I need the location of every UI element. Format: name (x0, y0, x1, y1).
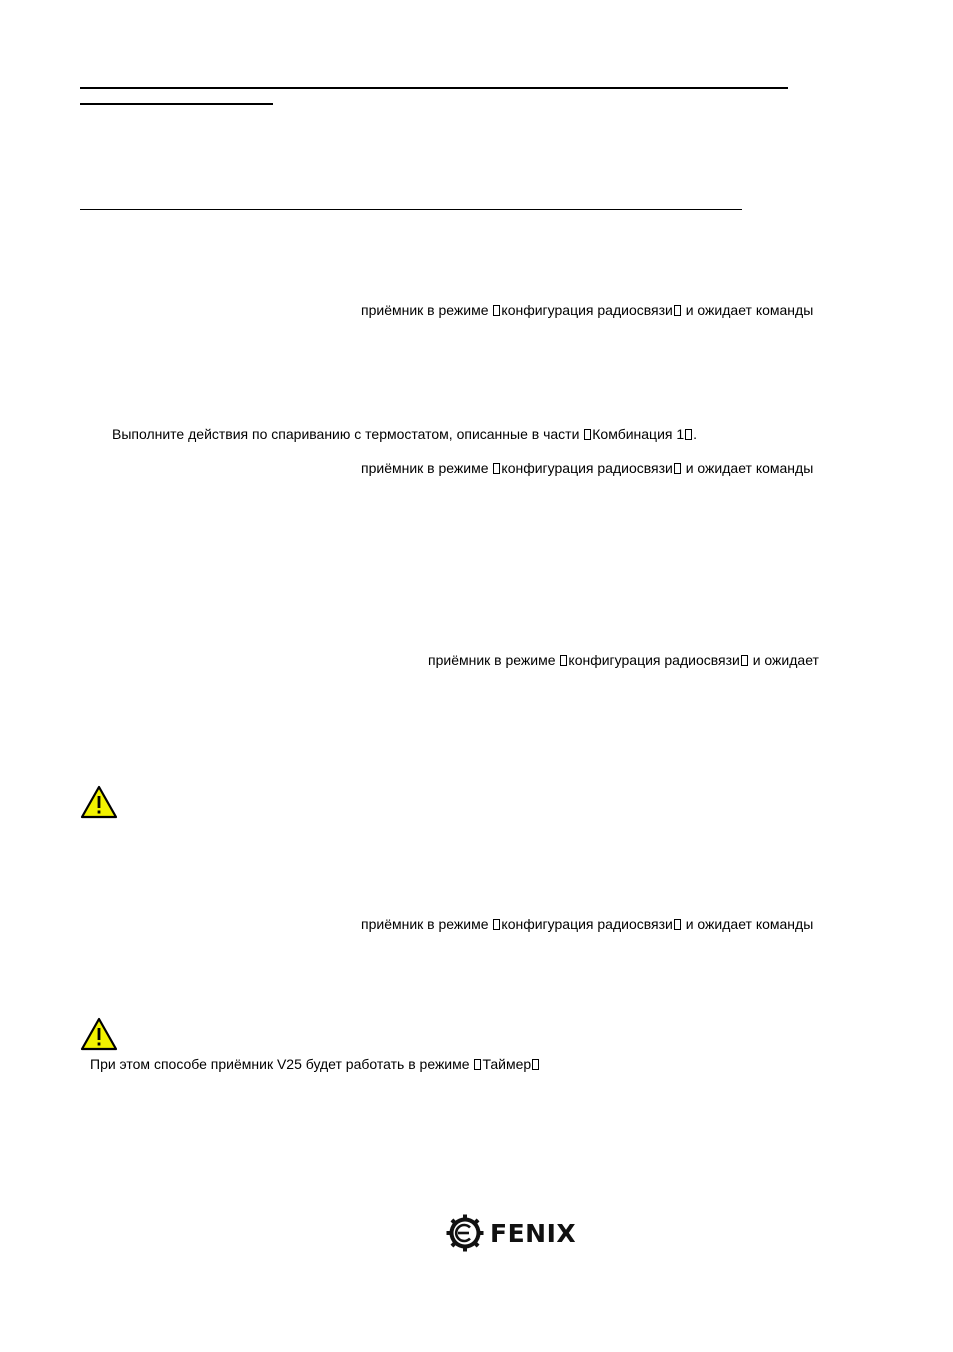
header-rule-long (80, 87, 788, 89)
missing-glyph (493, 463, 500, 474)
text-line-5 (361, 916, 813, 932)
text-line-1 (361, 302, 813, 318)
header-rule-short (80, 103, 273, 105)
text-line-2-quoted: Комбинация 1 (592, 426, 685, 442)
text-line-1-main: приёмник в режиме (361, 302, 493, 318)
missing-glyph (584, 429, 591, 440)
text-line-3 (361, 460, 813, 476)
missing-glyph (474, 1059, 481, 1070)
missing-glyph (685, 429, 692, 440)
missing-glyph (493, 919, 500, 930)
fenix-logo (446, 1214, 576, 1252)
warning-triangle-icon (80, 1017, 118, 1051)
section-rule (80, 209, 742, 210)
text-line-5-end: и ожидает команды (681, 916, 814, 932)
missing-glyph (741, 655, 748, 666)
missing-glyph (532, 1059, 539, 1070)
missing-glyph (674, 919, 681, 930)
fenix-logo-text: FENIX (490, 1218, 577, 1248)
text-line-3-quoted: конфигурация радиосвязи (501, 460, 673, 476)
missing-glyph (493, 305, 500, 316)
text-line-6-main: При этом способе приёмник V25 будет работать в режиме (90, 1056, 474, 1072)
fenix-gear-logo-icon (446, 1214, 484, 1252)
text-line-4-quoted: конфигурация радиосвязи (568, 652, 740, 668)
text-line-2-end: . (693, 426, 698, 442)
text-line-6-quoted: Таймер (482, 1056, 532, 1072)
text-line-4 (428, 652, 819, 668)
text-line-6 (90, 1056, 540, 1072)
text-line-4-main: приёмник в режиме (428, 652, 560, 668)
text-line-3-main: приёмник в режиме (361, 460, 493, 476)
text-line-1-end: и ожидает команды (681, 302, 814, 318)
text-line-2 (112, 426, 697, 442)
text-line-5-quoted: конфигурация радиосвязи (501, 916, 673, 932)
missing-glyph (560, 655, 567, 666)
missing-glyph (674, 463, 681, 474)
missing-glyph (674, 305, 681, 316)
warning-triangle-icon (80, 785, 118, 819)
text-line-2-main: Выполните действия по спариванию с термостатом, описанные в части (112, 426, 584, 442)
text-line-1-quoted: конфигурация радиосвязи (501, 302, 673, 318)
text-line-3-end: и ожидает команды (681, 460, 814, 476)
text-line-5-main: приёмник в режиме (361, 916, 493, 932)
text-line-4-end: и ожидает (748, 652, 819, 668)
